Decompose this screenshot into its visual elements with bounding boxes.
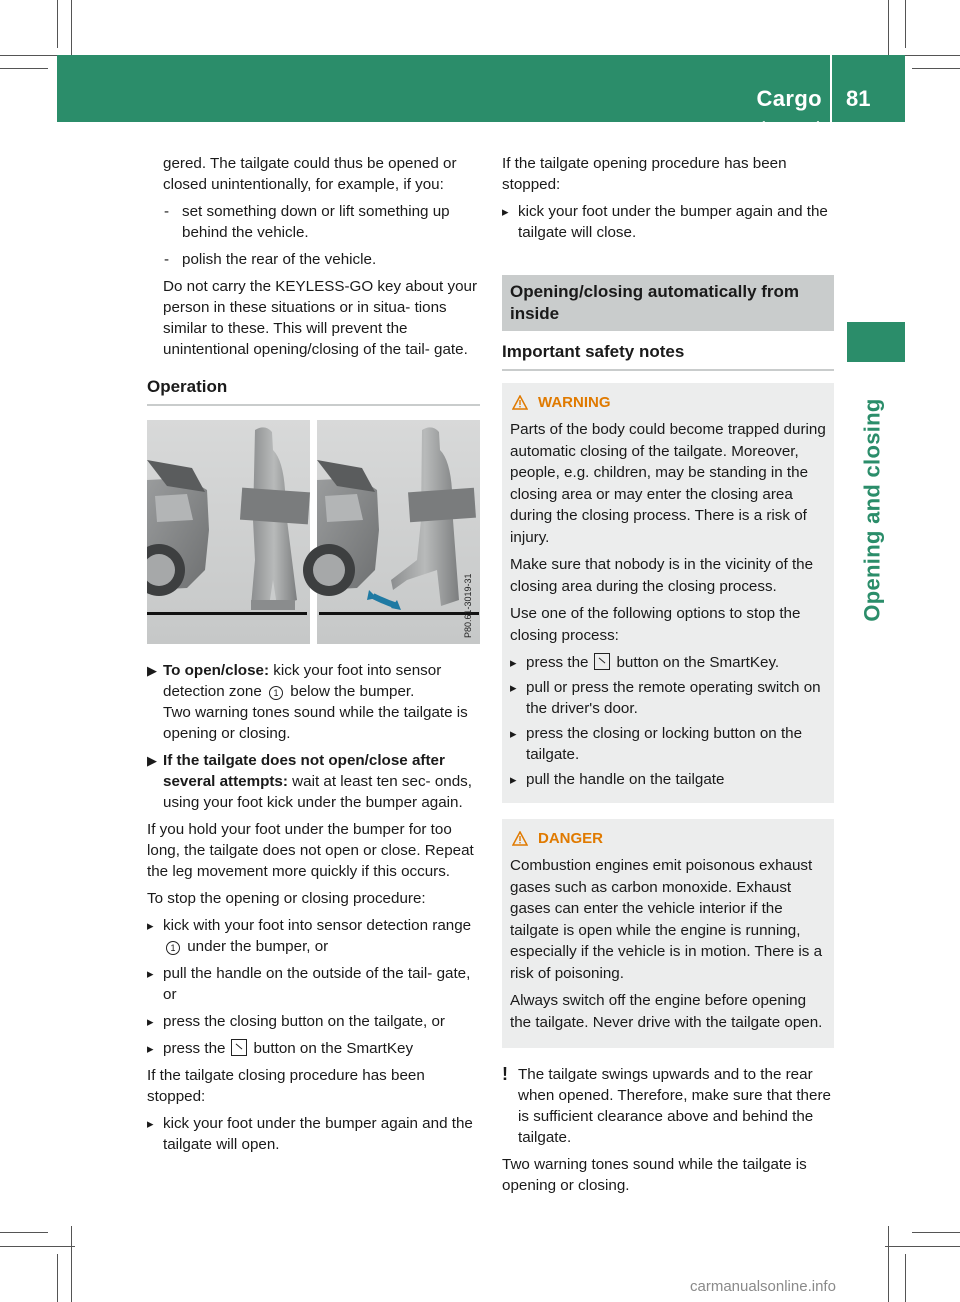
warning-triangle-icon — [512, 395, 528, 410]
bullet-icon: ▸ — [147, 1014, 154, 1029]
bullet-text: press the — [526, 654, 589, 671]
step-arrow-icon: ▶ — [147, 753, 157, 768]
dash-item — [147, 249, 480, 270]
notice — [502, 1064, 834, 1148]
left-column — [147, 153, 480, 1161]
bullet-item — [147, 1038, 480, 1059]
notice-exclamation-icon: ! — [502, 1064, 508, 1084]
operation-heading: Operation — [147, 366, 480, 406]
tailgate-operation-figure — [147, 420, 480, 644]
bullet-text: pull the handle on the outside of the tail- gate, or — [163, 965, 471, 1003]
crop-mark — [905, 1254, 906, 1302]
watermark: carmanualsonline.info — [690, 1278, 836, 1295]
crop-mark — [885, 1246, 960, 1247]
paragraph: If the tailgate opening procedure has been stopped: — [502, 155, 787, 193]
danger-text: Always switch off the engine before opening the tailgate. Never drive with the tailgate open. — [510, 992, 823, 1031]
callout-number: 1 — [269, 686, 283, 700]
crop-mark — [905, 0, 906, 48]
dash-marker: - — [164, 203, 170, 220]
crop-mark — [57, 0, 58, 48]
header-divider — [830, 55, 832, 122]
figure-code: P80.61-3019-31 — [463, 573, 473, 638]
bullet-item — [510, 652, 826, 673]
bullet-text: kick with your foot into sensor detection range — [163, 917, 472, 934]
bullet-icon: ▸ — [510, 726, 517, 741]
bullet-text: kick your foot under the bumper again and the tailgate will close. — [518, 203, 828, 241]
paragraph: If you hold your foot under the bumper for too long, the tailgate does not open or close. Repeat the leg movement more quickly if this occurs. — [147, 821, 474, 880]
bullet-icon: ▸ — [147, 966, 154, 981]
intro-end-text: Do not carry the KEYLESS-GO key about your person in these situations or in situa- tions similar to these. This will prevent the unintentional opening/closing of the tail- gate. — [163, 278, 478, 358]
paragraph: Two warning tones sound while the tailgate is opening or closing. — [502, 1156, 807, 1194]
chapter-tab — [847, 322, 905, 362]
step-text: kick your foot into sensor detection zone — [163, 662, 442, 700]
bullet-text: pull or press the remote operating switch on the driver's door. — [526, 679, 821, 717]
bullet-text: kick your foot under the bumper again and the tailgate will open. — [163, 1115, 473, 1153]
bullet-item — [147, 1113, 480, 1155]
danger-text: Combustion engines emit poisonous exhaust gases such as carbon monoxide. Exhaust gases can enter the vehicle interior if the tailgate is open while the engine is running, especially if the vehicle is in motion. There is a risk of poisoning. — [510, 857, 823, 982]
bullet-text: button on the SmartKey. — [616, 654, 780, 671]
step-note: Two warning tones sound while the tailgate is opening or closing. — [163, 704, 468, 742]
dash-item — [147, 201, 480, 243]
bullet-icon: ▸ — [510, 772, 517, 787]
warning-header — [510, 392, 826, 413]
chapter-label — [858, 370, 886, 650]
bullet-icon: ▸ — [510, 680, 517, 695]
bullet-text: press the — [163, 1040, 226, 1057]
warning-text: Parts of the body could become trapped during automatic closing of the tailgate. Moreover, people, e.g. children, may be standing in the closing area or may enter the closing area during the closing process. There is a risk of injury. — [510, 421, 826, 546]
step-text: wait at least ten sec- onds, using your foot kick under the bumper again. — [163, 773, 472, 811]
intro-text: gered. The tailgate could thus be opened or closed unintentionally, for example, if you: — [163, 155, 457, 193]
bullet-icon: ▸ — [147, 918, 154, 933]
bullet-item — [510, 677, 826, 719]
callout-number: 1 — [166, 941, 180, 955]
bullet-text: button on the SmartKey — [253, 1040, 414, 1057]
bullet-item — [147, 1011, 480, 1032]
bullet-icon: ▸ — [147, 1116, 154, 1131]
figure-illustration — [147, 420, 480, 644]
step-arrow-icon: ▶ — [147, 663, 157, 678]
warning-triangle-icon — [512, 831, 528, 846]
right-column — [502, 153, 834, 1202]
danger-label: DANGER — [538, 830, 604, 847]
bullet-item — [510, 723, 826, 765]
bullet-text: under the bumper, or — [187, 938, 329, 955]
crop-mark — [57, 1254, 58, 1302]
step-text: below the bumper. — [290, 683, 415, 700]
bullet-icon: ▸ — [510, 655, 517, 670]
crop-mark — [0, 68, 48, 69]
bullet-text: pull the handle on the tailgate — [526, 771, 725, 788]
danger-header — [510, 828, 826, 849]
crop-mark — [0, 1246, 75, 1247]
paragraph: To stop the opening or closing procedure: — [147, 890, 426, 907]
paragraph: If the tailgate closing procedure has been stopped: — [147, 1067, 425, 1105]
warning-text: Make sure that nobody is in the vicinity of the closing area during the closing process. — [510, 556, 814, 595]
section-title: Cargo compartment — [678, 86, 822, 141]
dash-item-text: polish the rear of the vehicle. — [182, 251, 377, 268]
step-item — [147, 660, 480, 744]
crop-mark — [888, 1226, 889, 1302]
bullet-item — [147, 915, 480, 957]
bullet-text: press the closing or locking button on the tailgate. — [526, 725, 803, 763]
step-item — [147, 750, 480, 813]
bullet-item — [510, 769, 826, 790]
subsection-heading: Important safety notes — [502, 331, 834, 371]
bullet-item — [147, 963, 480, 1005]
bullet-text: press the closing button on the tailgate, or — [163, 1013, 445, 1030]
step-label: To open/close: — [163, 662, 270, 679]
tailgate-key-icon — [231, 1039, 247, 1056]
warning-text: Use one of the following options to stop the closing process: — [510, 605, 801, 644]
crop-mark — [0, 1232, 48, 1233]
crop-mark — [912, 1232, 960, 1233]
warning-box — [502, 383, 834, 803]
danger-box — [502, 819, 834, 1048]
crop-mark — [71, 1226, 72, 1302]
warning-label: WARNING — [538, 394, 611, 411]
bullet-item — [502, 201, 834, 243]
crop-mark — [912, 68, 960, 69]
chapter-label-text: Opening and closing — [859, 398, 885, 622]
dash-item-text: set something down or lift something up behind the vehicle. — [182, 203, 450, 241]
step-label: If the tailgate does not open/close after several attempts: — [163, 752, 445, 790]
tailgate-key-icon — [594, 653, 610, 670]
bullet-icon: ▸ — [147, 1041, 154, 1056]
page-number: 81 — [846, 86, 871, 111]
dash-marker: - — [164, 251, 170, 268]
bullet-icon: ▸ — [502, 204, 509, 219]
section-heading: Opening/closing automatically from inside — [502, 275, 834, 331]
notice-text: The tailgate swings upwards and to the rear when opened. Therefore, make sure that there is sufficient clearance above and behind the tailgate. — [518, 1066, 831, 1146]
